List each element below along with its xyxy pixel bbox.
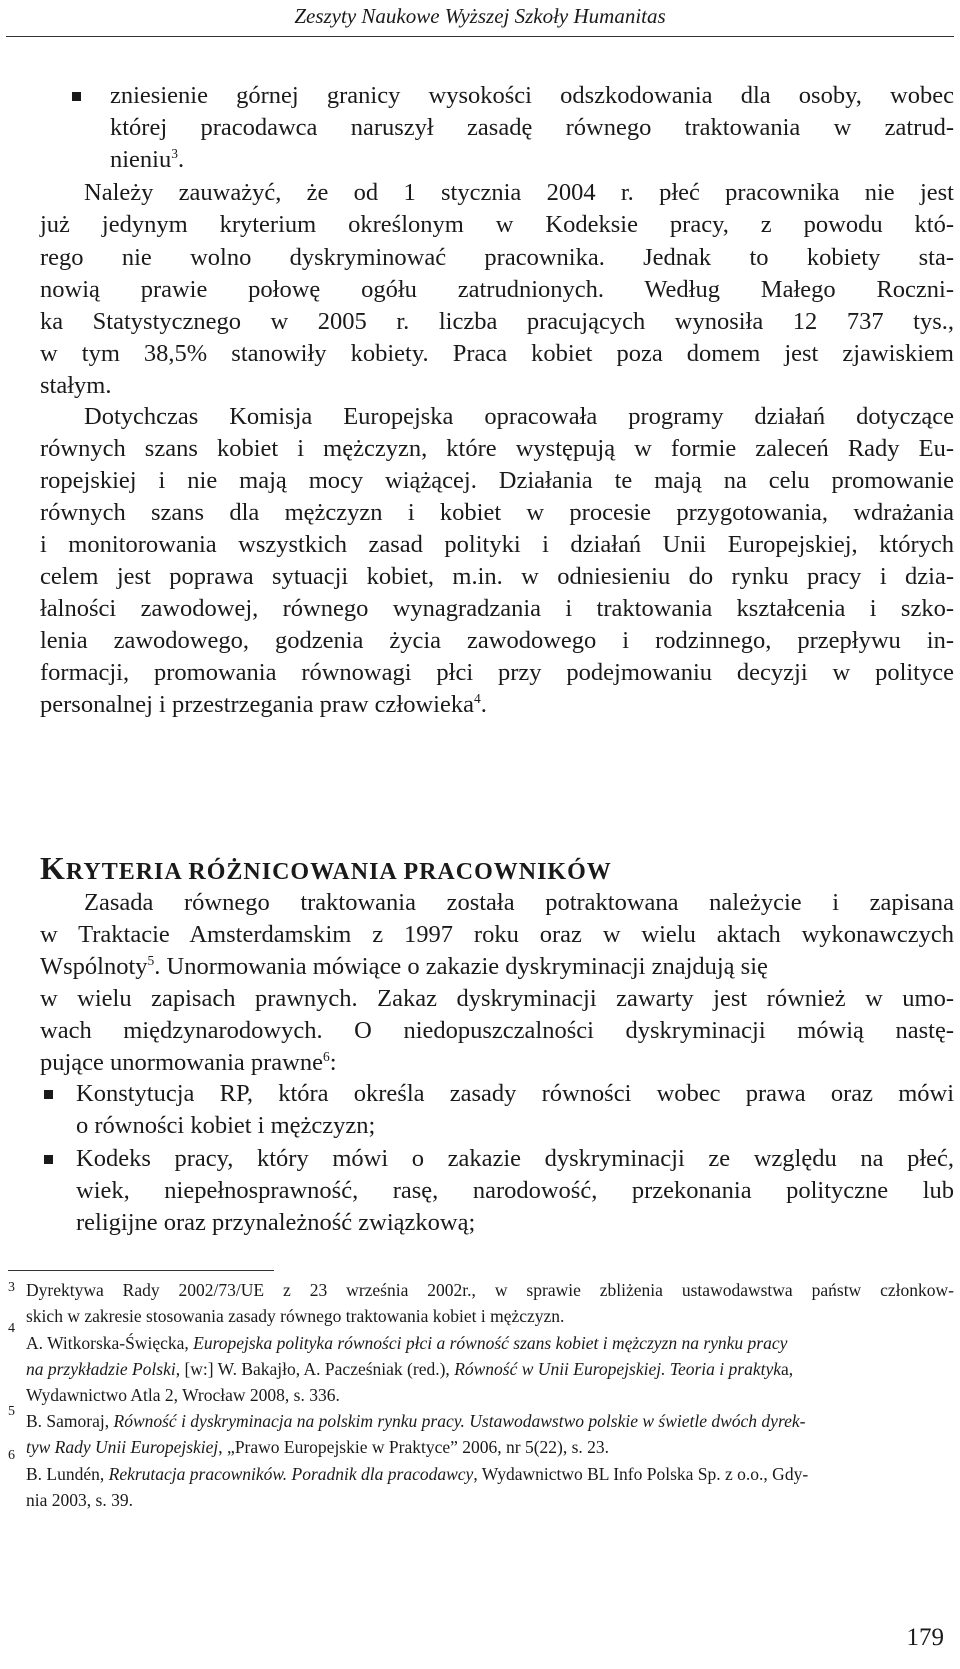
footnote-line: B. Lundén, Rekrutacja pracowników. Poradnik dla pracodawcy, Wydawnictwo BL Info Polska Sp. z o.o., Gdy- [26, 1464, 809, 1484]
paragraph-line: Należy zauważyć, że od 1 stycznia 2004 r. płeć pracownika nie jest [84, 179, 954, 206]
footnote-ref[interactable]: 4 [473, 690, 481, 706]
paragraph-line: wach międzynarodowych. O niedopuszczalności dyskryminacji mówią nastę- [40, 1017, 954, 1044]
paragraph-line: i monitorowania wszystkich zasad polityki i działań Unii Europejskiej, których [40, 531, 954, 558]
footnote-line: na przykładzie Polski, [w:] W. Bakajło, A. Pacześniak (red.), Równość w Unii Europejskiej. Teoria i praktyka, [26, 1359, 794, 1379]
paragraph-line: w tym 38,5% stanowiły kobiety. Praca kobiet poza domem jest zjawiskiem [40, 340, 954, 367]
footnote-line: Wydawnictwo Atla 2, Wrocław 2008, s. 336. [26, 1385, 340, 1405]
paragraph-line: nowią prawie połowę ogółu zatrudnionych. Według Małego Roczni- [40, 276, 954, 303]
bullet-line: o równości kobiet i mężczyzn; [76, 1112, 376, 1139]
bullet-line: której pracodawca naruszył zasadę równego traktowania w zatrud- [110, 114, 954, 141]
footnote-number: 3 [8, 1280, 15, 1295]
bullet-marker [72, 92, 81, 101]
footnote-line: A. Witkorska-Święcka, Europejska polityka równości płci a równość szans kobiet i mężczyzn na rynku pracy [26, 1333, 788, 1353]
paragraph-line: Wspólnoty$^5$. Unormowania mówiące o zakazie dyskryminacji znajdują się [40, 952, 768, 980]
paragraph-line: rego nie wolno dyskryminować pracownika. Jednak to kobiety sta- [40, 244, 954, 271]
bullet-line: Kodeks pracy, który mówi o zakazie dyskryminacji ze względu na płeć, [76, 1145, 954, 1172]
bullet-line: Konstytucja RP, która określa zasady równości wobec prawa oraz mówi [76, 1080, 954, 1107]
paragraph-line: lenia zawodowego, godzenia życia zawodowego i rodzinnego, przepływu in- [40, 627, 954, 654]
footnote-ref[interactable]: 6 [323, 1048, 330, 1064]
section-heading: KRYTERIA RÓŻNICOWANIA PRACOWNIKÓW [40, 850, 612, 886]
footnote-line: nia 2003, s. 39. [26, 1490, 133, 1510]
paragraph-line: ropejskiej i nie mają mocy wiążącej. Działania te mają na celu promowanie [40, 467, 954, 494]
paragraph-line: łalności zawodowej, równego wynagradzania i traktowania kształcenia i szko- [40, 595, 954, 622]
footnote-line: tyw Rady Unii Europejskiej, „Prawo Europejskie w Praktyce” 2006, nr 5(22), s. 23. [26, 1437, 610, 1457]
paragraph-line: ka Statystycznego w 2005 r. liczba pracujących wynosiła 12 737 tys., [40, 308, 954, 335]
paragraph-line: równych szans kobiet i mężczyzn, które występują w formie zaleceń Rady Eu- [40, 435, 954, 462]
footnote-number: 4 [8, 1321, 15, 1336]
footnote-rule [8, 1270, 274, 1271]
footnote-line: Dyrektywa Rady 2002/73/UE z 23 września 2002r., w sprawie zbliżenia ustawodawstwa państw członkow- [26, 1280, 954, 1300]
paragraph-line: w Traktacie Amsterdamskim z 1997 roku oraz w wielu aktach wykonawczych [40, 921, 954, 948]
footnote-line: B. Samoraj, Równość i dyskryminacja na polskim rynku pracy. Ustawodawstwo polskie w świetle dwóch dyrek- [26, 1411, 806, 1431]
footnote-ref[interactable]: 3 [171, 145, 178, 161]
footnote-ref[interactable]: 5 [147, 952, 155, 968]
paragraph-line: personalnej i przestrzegania praw człowieka$^4$. [40, 690, 487, 718]
running-header: Zeszyty Naukowe Wyższej Szkoły Humanitas [294, 4, 666, 28]
paragraph-line: w wielu zapisach prawnych. Zakaz dyskryminacji zawarty jest również w umo- [40, 985, 954, 1012]
bullet-line: zniesienie górnej granicy wysokości odszkodowania dla osoby, wobec [110, 82, 954, 109]
paragraph-line: formacji, promowania równowagi płci przy podejmowaniu decyzji w polityce [40, 659, 954, 686]
footnote-number: 6 [8, 1448, 15, 1463]
bullet-marker [44, 1090, 53, 1099]
bullet-marker [44, 1155, 53, 1164]
paragraph-line: pujące unormowania prawne$^6$: [40, 1048, 337, 1076]
paragraph-line: stałym. [40, 372, 112, 399]
paragraph-line: celem jest poprawa sytuacji kobiet, m.in. w odniesieniu do rynku pracy i dzia- [40, 563, 954, 590]
bullet-line: wiek, niepełnosprawność, rasę, narodowość, przekonania polityczne lub [76, 1177, 954, 1204]
header-rule [6, 36, 954, 37]
footnote-line: skich w zakresie stosowania zasady równego traktowania kobiet i mężczyzn. [26, 1306, 565, 1326]
bullet-line: nieniu$^3$. [110, 145, 185, 173]
paragraph-line: równych szans dla mężczyzn i kobiet w procesie przygotowania, wdrażania [40, 499, 954, 526]
paragraph-line: już jedynym kryterium określonym w Kodeksie pracy, z powodu któ- [40, 211, 954, 238]
paragraph-line: Zasada równego traktowania została potraktowana należycie i zapisana [84, 889, 954, 916]
paragraph-line: Dotychczas Komisja Europejska opracowała programy działań dotyczące [84, 403, 954, 430]
footnote-number: 5 [8, 1404, 15, 1419]
page-number: 179 [906, 1624, 944, 1651]
bullet-line: religijne oraz przynależność związkową; [76, 1209, 476, 1236]
